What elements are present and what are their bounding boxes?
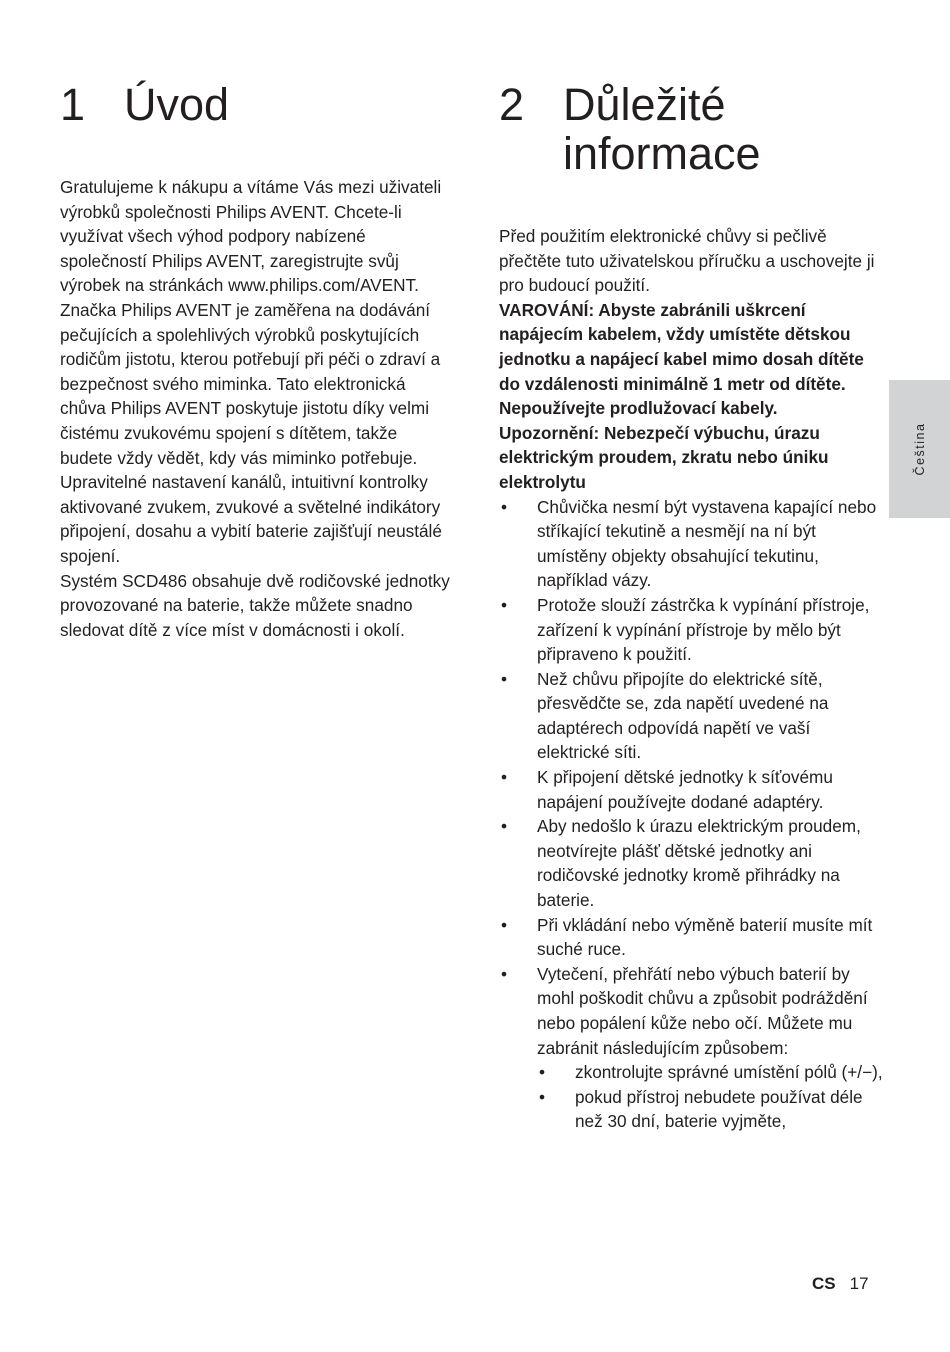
section-2-heading (499, 80, 899, 178)
list-item: • Protože slouží zástrčka k vypínání přístroje, zařízení k vypínání přístroje by mělo být připraveno k použití. (499, 593, 884, 667)
list-item: • Chůvička nesmí být vystavena kapající nebo stříkající tekutině a nesmějí na ní být umístěny objekty obsahující tekutinu, například vázy. (499, 495, 884, 593)
list-item: • Než chůvu připojíte do elektrické sítě, přesvědčte se, zda napětí uvedené na adaptérech odpovídá napětí ve vaší elektrické síti. (499, 667, 884, 765)
sub-list-item: • zkontrolujte správné umístění pólů (+/−), (537, 1060, 884, 1085)
language-tab (889, 380, 950, 518)
list-item: • Aby nedošlo k úrazu elektrickým proudem, neotvírejte plášť dětské jednotky ani rodičovské jednotky kromě přihrádky na baterie. (499, 814, 884, 912)
section-2-title (563, 80, 883, 178)
section-1-heading (60, 80, 460, 129)
section-2-number: 2 (499, 79, 525, 130)
section-2-title-line2: informace (563, 128, 761, 179)
footer-language-code: CS (812, 1274, 836, 1293)
list-item: • Při vkládání nebo výměně baterií musíte mít suché ruce. (499, 913, 884, 962)
brand-paragraph: Značka Philips AVENT je zaměřena na dodávání pečujících a spolehlivých výrobků poskytujících rodičům jistotu, kterou potřebují při péči o zdraví a bezpečnost svého miminka. Tato elektronická chůva Philips AVENT poskytuje jistotu díky velmi čistému zvukovému spojení s dítětem, takže budete vždy vědět, kdy vás miminko potřebuje. Upravitelné nastavení kanálů, intuitivní kontrolky aktivované zvukem, zvukové a světelné indikátory připojení, dosahu a vybití baterie zajišťují neustálé spojení. (60, 299, 442, 566)
system-paragraph: Systém SCD486 obsahuje dvě rodičovské jednotky provozované na baterie, takže můžete snadno sledovat dítě z více míst v domácnosti i okolí. (60, 570, 450, 640)
warning-text: VAROVÁNÍ: Abyste zabránili uškrcení napájecím kabelem, vždy umístěte dětskou jednotku a napájecí kabel mimo dosah dítěte do vzdálenosti minimálně 1 metr od dítěte. Nepoužívejte prodlužovací kabely. (499, 299, 864, 419)
caution-text: Upozornění: Nebezpečí výbuchu, úrazu elektrickým proudem, zkratu nebo úniku elektrolytu (499, 422, 829, 492)
battery-sublist (537, 1060, 884, 1134)
list-item-with-sublist (499, 962, 884, 1134)
section-1-body (60, 175, 450, 642)
page-number: 17 (849, 1274, 869, 1293)
section-2-title-line1: Důležité (563, 79, 726, 130)
section-1-title: Úvod (124, 79, 230, 130)
sub-list-item: • pokud přístroj nebudete používat déle než 30 dní, baterie vyjměte, (537, 1085, 884, 1134)
list-item: • K připojení dětské jednotky k síťovému napájení používejte dodané adaptéry. (499, 765, 884, 814)
page-footer (812, 1272, 869, 1296)
safety-intro: Před použitím elektronické chůvy si pečlivě přečtěte tuto uživatelskou příručku a uschovejte ji pro budoucí použití. (499, 226, 875, 296)
section-2-body (499, 224, 884, 1134)
list-item-text: Vytečení, přehřátí nebo výbuch baterií by mohl poškodit chůvu a způsobit podráždění nebo popálení kůže nebo očí. Můžete mu zabránit následujícím způsobem: (537, 963, 868, 1058)
section-1-number: 1 (60, 79, 86, 130)
intro-paragraph: Gratulujeme k nákupu a vítáme Vás mezi uživateli výrobků společnosti Philips AVENT. Chcete-li využívat všech výhod podpory nabízené společností Philips AVENT, zaregistrujte svůj výrobek na stránkách www.philips.com/AVENT. (60, 177, 442, 296)
language-tab-label: Čeština (912, 422, 927, 476)
safety-list (499, 495, 884, 1134)
